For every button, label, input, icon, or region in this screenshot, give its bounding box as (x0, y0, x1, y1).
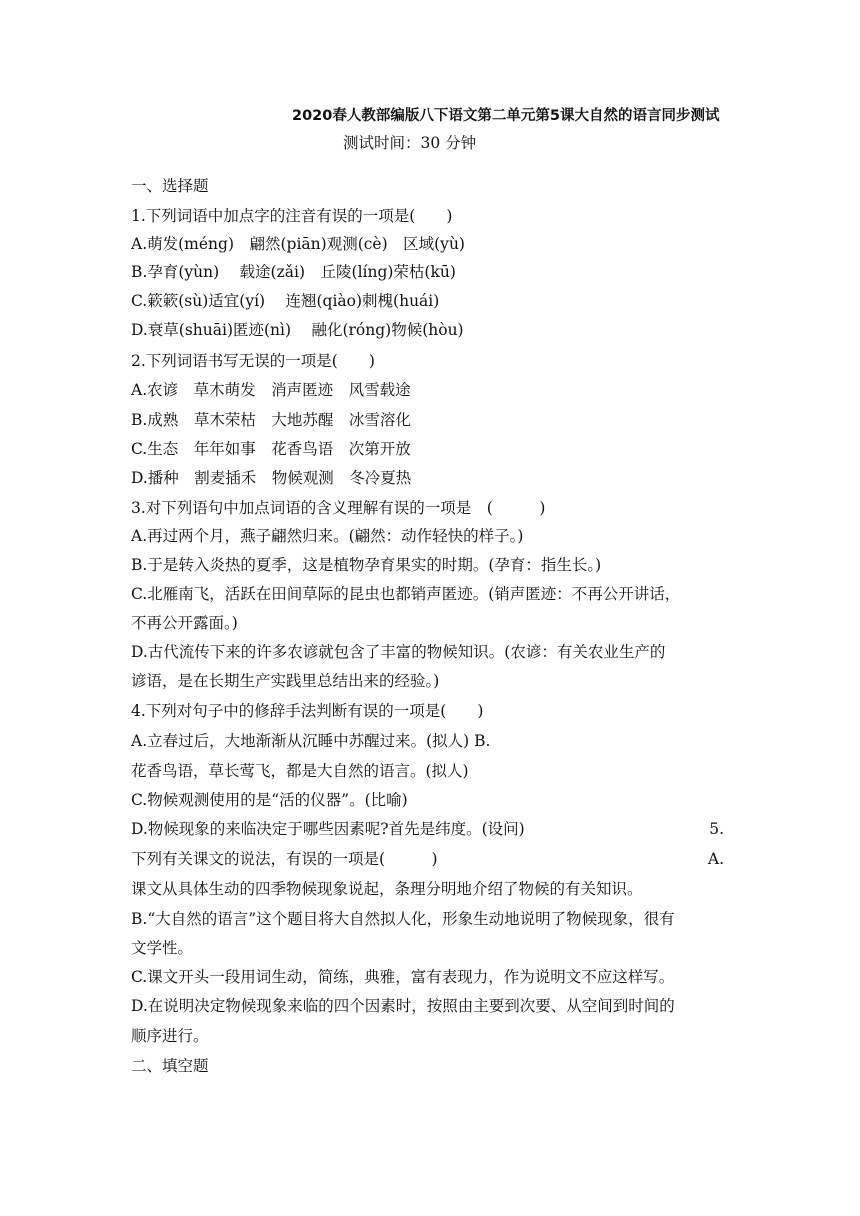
question-5-option-a: 课文从具体生动的四季物候现象说起，条理分明地介绍了物候的有关知识。 (131, 880, 643, 898)
question-2-stem: 2.下列词语书写无误的一项是( ) (131, 352, 375, 370)
question-5-option-b-cont: 文学性。 (131, 939, 194, 957)
question-3-option-b: B.于是转入炎热的夏季，这是植物孕育果实的时期。(孕育：指生长。) (131, 556, 602, 574)
question-5-stem: 下列有关课文的说法，有误的一项是( ) (131, 850, 438, 868)
question-4-option-a: A.立春过后，大地渐渐从沉睡中苏醒过来。(拟人) B. (131, 732, 491, 750)
question-4-option-c: C.物候观测使用的是“活的仪器”。(比喻) (131, 791, 408, 809)
question-5-option-d-cont: 顺序进行。 (131, 1027, 209, 1045)
question-3-option-c: C.北雁南飞，活跃在田间草际的昆虫也都销声匿迹。(销声匿迹：不再公开讲话， (131, 585, 681, 603)
question-5-option-b: B.“大自然的语言”这个题目将大自然拟人化，形象生动地说明了物候现象，很有 (131, 910, 675, 928)
question-5-option-d: D.在说明决定物候现象来临的四个因素时，按照由主要到次要、从空间到时间的 (131, 997, 675, 1015)
question-4-option-d: D.物候现象的来临决定于哪些因素呢?首先是纬度。(设问) (131, 820, 525, 838)
question-2-option-d: D.播种 割麦插禾 物候观测 冬冷夏热 (131, 469, 412, 487)
question-5-option-a-label: A. (707, 850, 724, 868)
question-3-option-d: D.古代流传下来的许多农谚就包含了丰富的物候知识。(农谚：有关农业生产的 (131, 643, 666, 661)
question-4-option-b: 花香鸟语，草长莺飞，都是大自然的语言。(拟人) (131, 762, 469, 780)
section-heading-choice: 一、选择题 (131, 177, 209, 195)
question-2-option-c: C.生态 年年如事 花香鸟语 次第开放 (131, 440, 411, 458)
question-1-option-d: D.衰草(shuāi)匿迹(nì) 融化(róng)物候(hòu) (131, 321, 464, 339)
question-1-option-a: A.萌发(méng) 翩然(piān)观测(cè) 区域(yù) (131, 235, 465, 253)
question-1-option-c: C.簌簌(sù)适宜(yí) 连翘(qiào)刺槐(huái) (131, 292, 440, 310)
question-1-option-b: B.孕育(yùn) 载途(zǎi) 丘陵(líng)荣枯(kū) (131, 263, 456, 281)
section-heading-fill: 二、填空题 (131, 1057, 209, 1075)
page-title: 2020春人教部编版八下语文第二单元第5课大自然的语言同步测试 (292, 108, 720, 124)
question-2-option-a: A.农谚 草木萌发 消声匿迹 风雪载途 (131, 381, 411, 399)
question-5-number: 5. (709, 820, 724, 838)
question-3-option-a: A.再过两个月，燕子翩然归来。(翩然：动作轻快的样子。) (131, 527, 524, 545)
question-1-stem: 1.下列词语中加点字的注音有误的一项是( ) (131, 207, 453, 225)
question-3-option-c-cont: 不再公开露面。) (131, 614, 238, 632)
question-4-stem: 4.下列对句子中的修辞手法判断有误的一项是( ) (131, 702, 484, 720)
question-2-option-b: B.成熟 草木荣枯 大地苏醒 冰雪溶化 (131, 411, 411, 429)
test-duration: 测试时间：30 分钟 (343, 134, 477, 152)
question-5-option-c: C.课文开头一段用词生动，简练，典雅，富有表现力，作为说明文不应这样写。 (131, 968, 675, 986)
question-3-option-d-cont: 谚语，是在长期生产实践里总结出来的经验。) (131, 672, 440, 690)
question-3-stem: 3.对下列语句中加点词语的含义理解有误的一项是 ( ) (131, 499, 546, 517)
